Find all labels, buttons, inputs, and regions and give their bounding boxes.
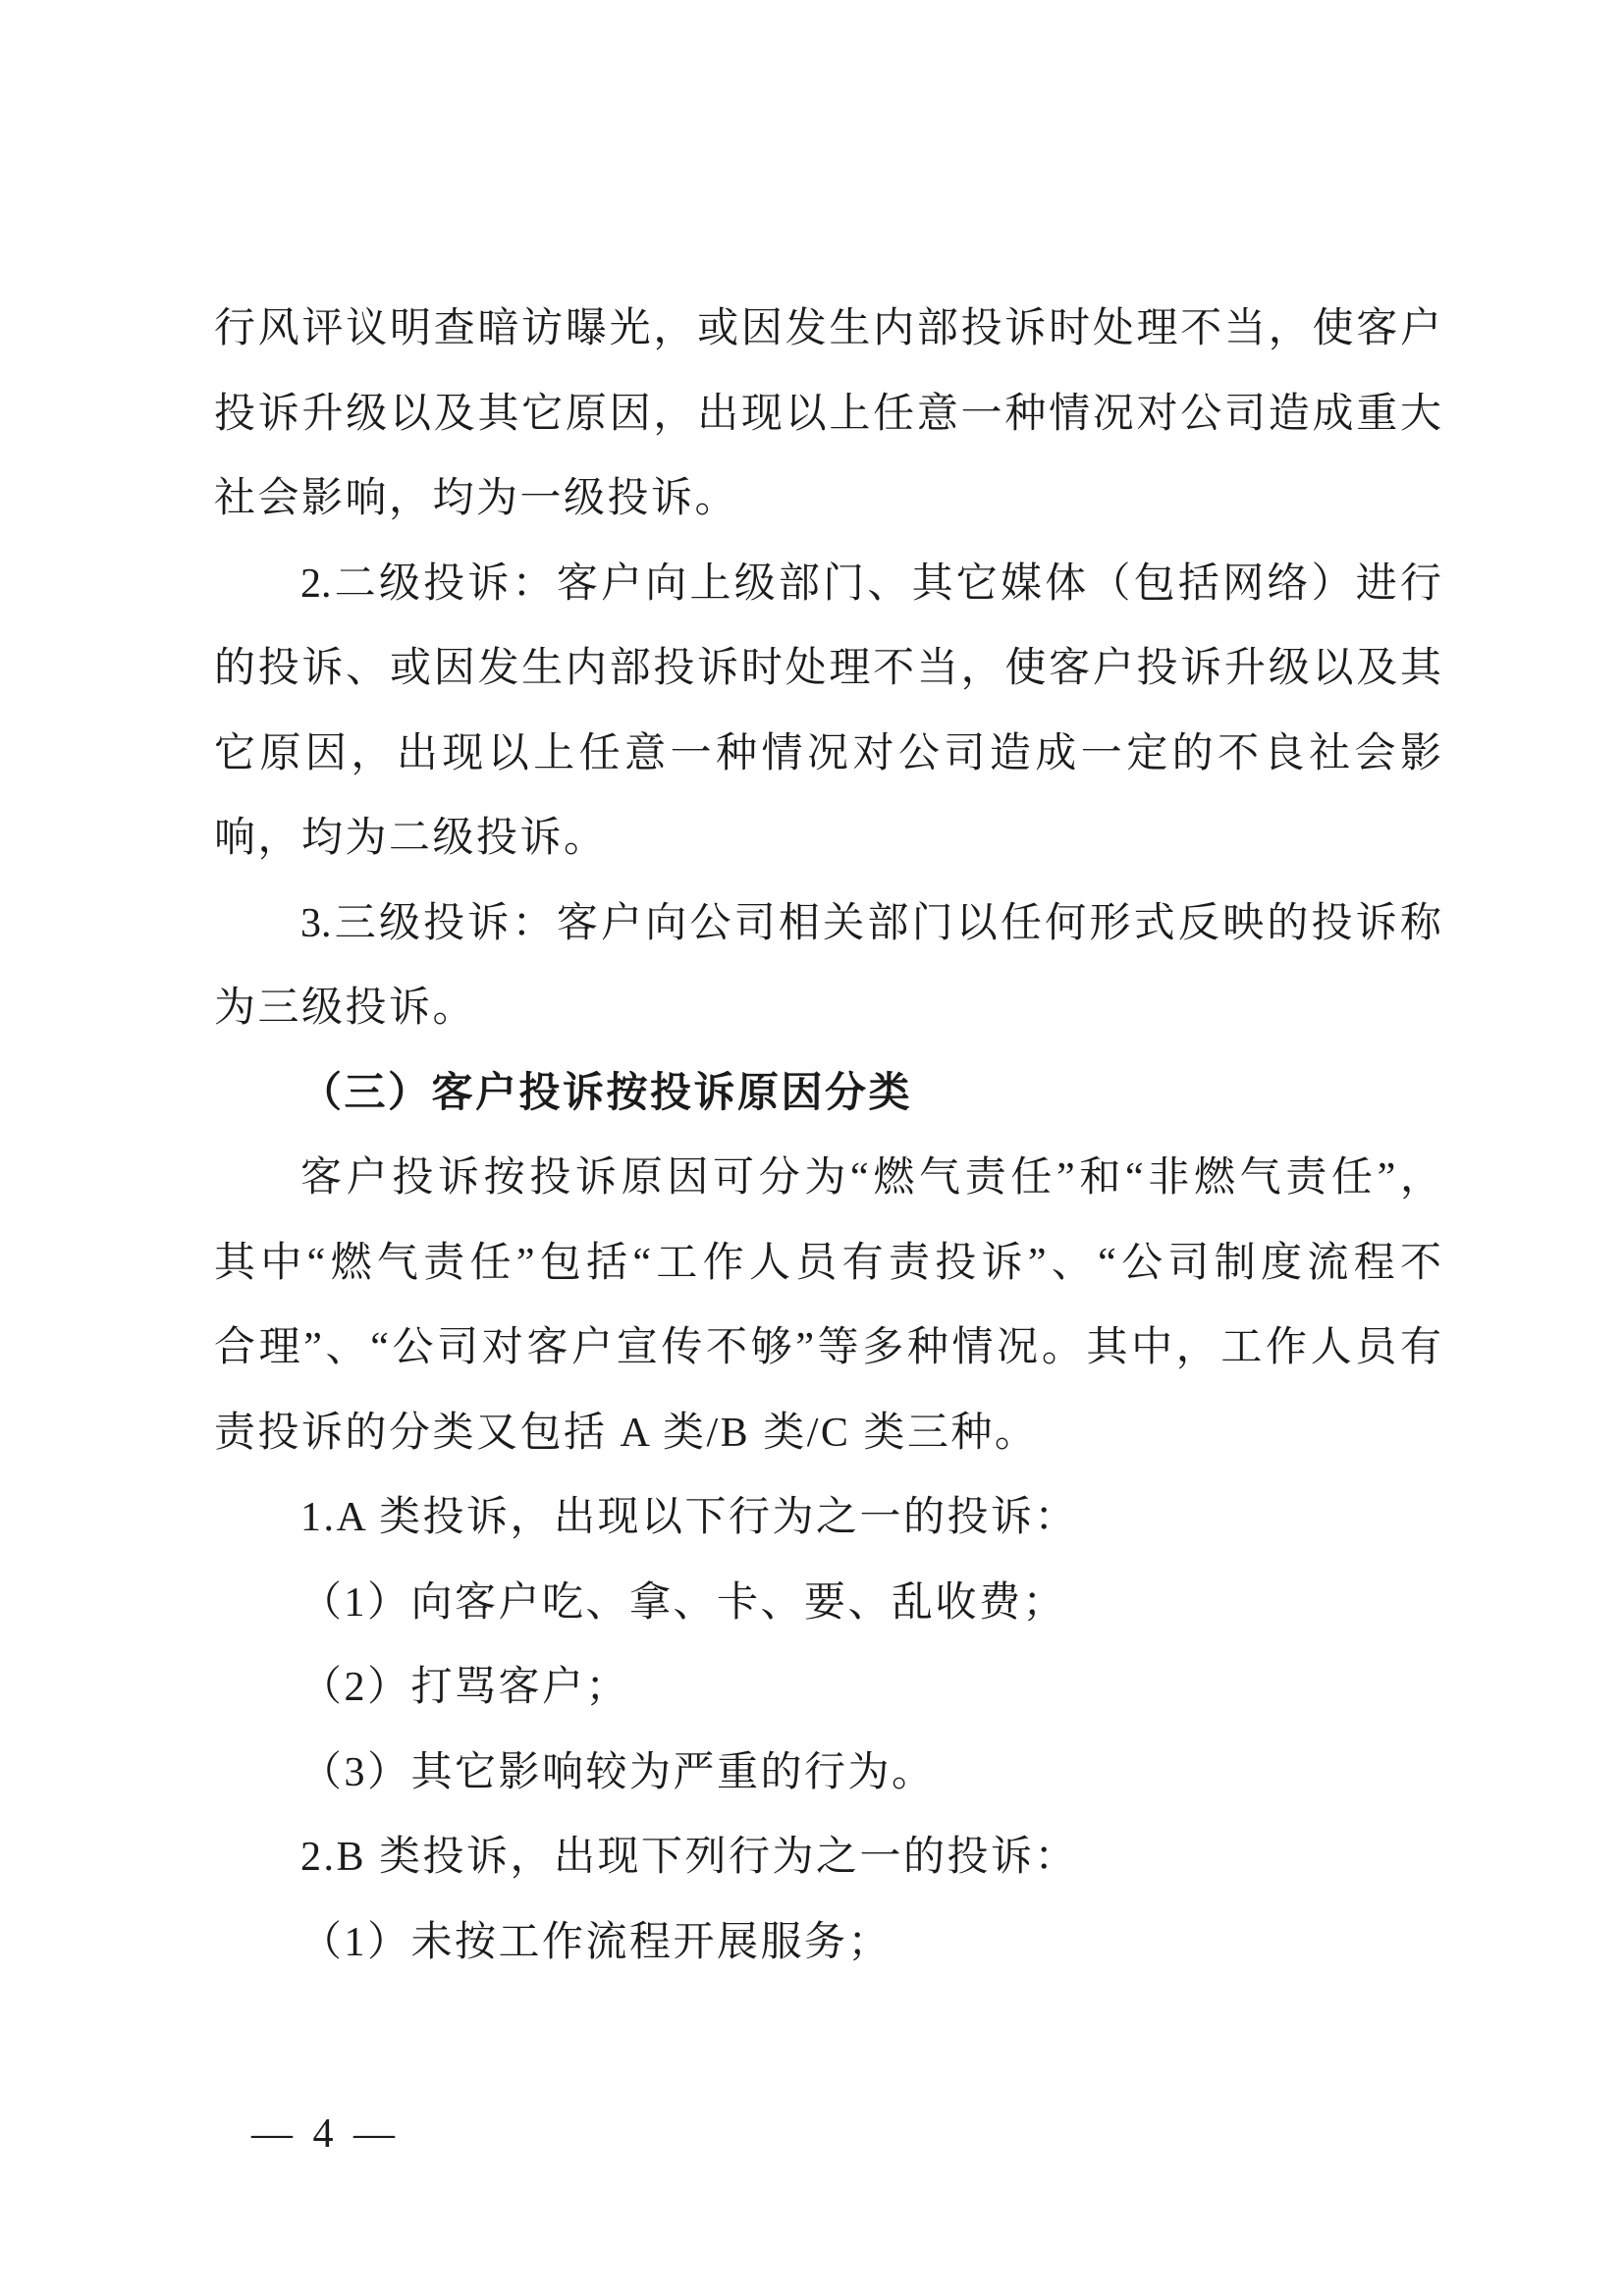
- para-1-line-2: 投诉升级以及其它原因，出现以上任意一种情况对公司造成重大: [214, 391, 1441, 437]
- para-2-line-1: 2.二级投诉：客户向上级部门、其它媒体（包括网络）进行: [300, 561, 1441, 607]
- document-body: [214, 287, 1441, 1985]
- para-1-line-1: 行风评议明查暗访曝光，或因发生内部投诉时处理不当，使客户: [214, 306, 1441, 351]
- para-5-line-3: 合理”、“公司对客户宣传不够”等多种情况。其中，工作人员有: [214, 1325, 1441, 1370]
- page-number: — 4 —: [251, 2111, 400, 2157]
- para-2-line-3: 它原因，出现以上任意一种情况对公司造成一定的不良社会影: [214, 730, 1441, 776]
- section-heading: （三）客户投诉按投诉原因分类: [300, 1070, 913, 1116]
- para-2-line-4: 响，均为二级投诉。: [214, 816, 608, 861]
- para-3-line-2: 为三级投诉。: [214, 986, 477, 1031]
- para-5-line-4: 责投诉的分类又包括 A 类/B 类/C 类三种。: [214, 1410, 1039, 1456]
- para-5-line-2: 其中“燃气责任”包括“工作人员有责投诉”、“公司制度流程不: [214, 1240, 1441, 1286]
- para-5-line-1: 客户投诉按投诉原因可分为“燃气责任”和“非燃气责任”，: [300, 1155, 1441, 1201]
- class-a-item-2: （2）打骂客户；: [300, 1665, 630, 1710]
- class-a-item-3: （3）其它影响较为严重的行为。: [300, 1749, 936, 1795]
- class-b-item-1: （1）未按工作流程开展服务；: [300, 1919, 893, 1965]
- para-1-line-3: 社会影响，均为一级投诉。: [214, 476, 739, 521]
- para-3-line-1: 3.三级投诉：客户向公司相关部门以任何形式反映的投诉称: [300, 900, 1441, 946]
- para-2-line-2: 的投诉、或因发生内部投诉时处理不当，使客户投诉升级以及其: [214, 646, 1441, 691]
- class-a-item-1: （1）向客户吃、拿、卡、要、乱收费；: [300, 1579, 1067, 1626]
- class-b-heading-line: 2.B 类投诉，出现下列行为之一的投诉：: [300, 1835, 1079, 1880]
- class-a-heading-line: 1.A 类投诉，出现以下行为之一的投诉：: [300, 1495, 1079, 1540]
